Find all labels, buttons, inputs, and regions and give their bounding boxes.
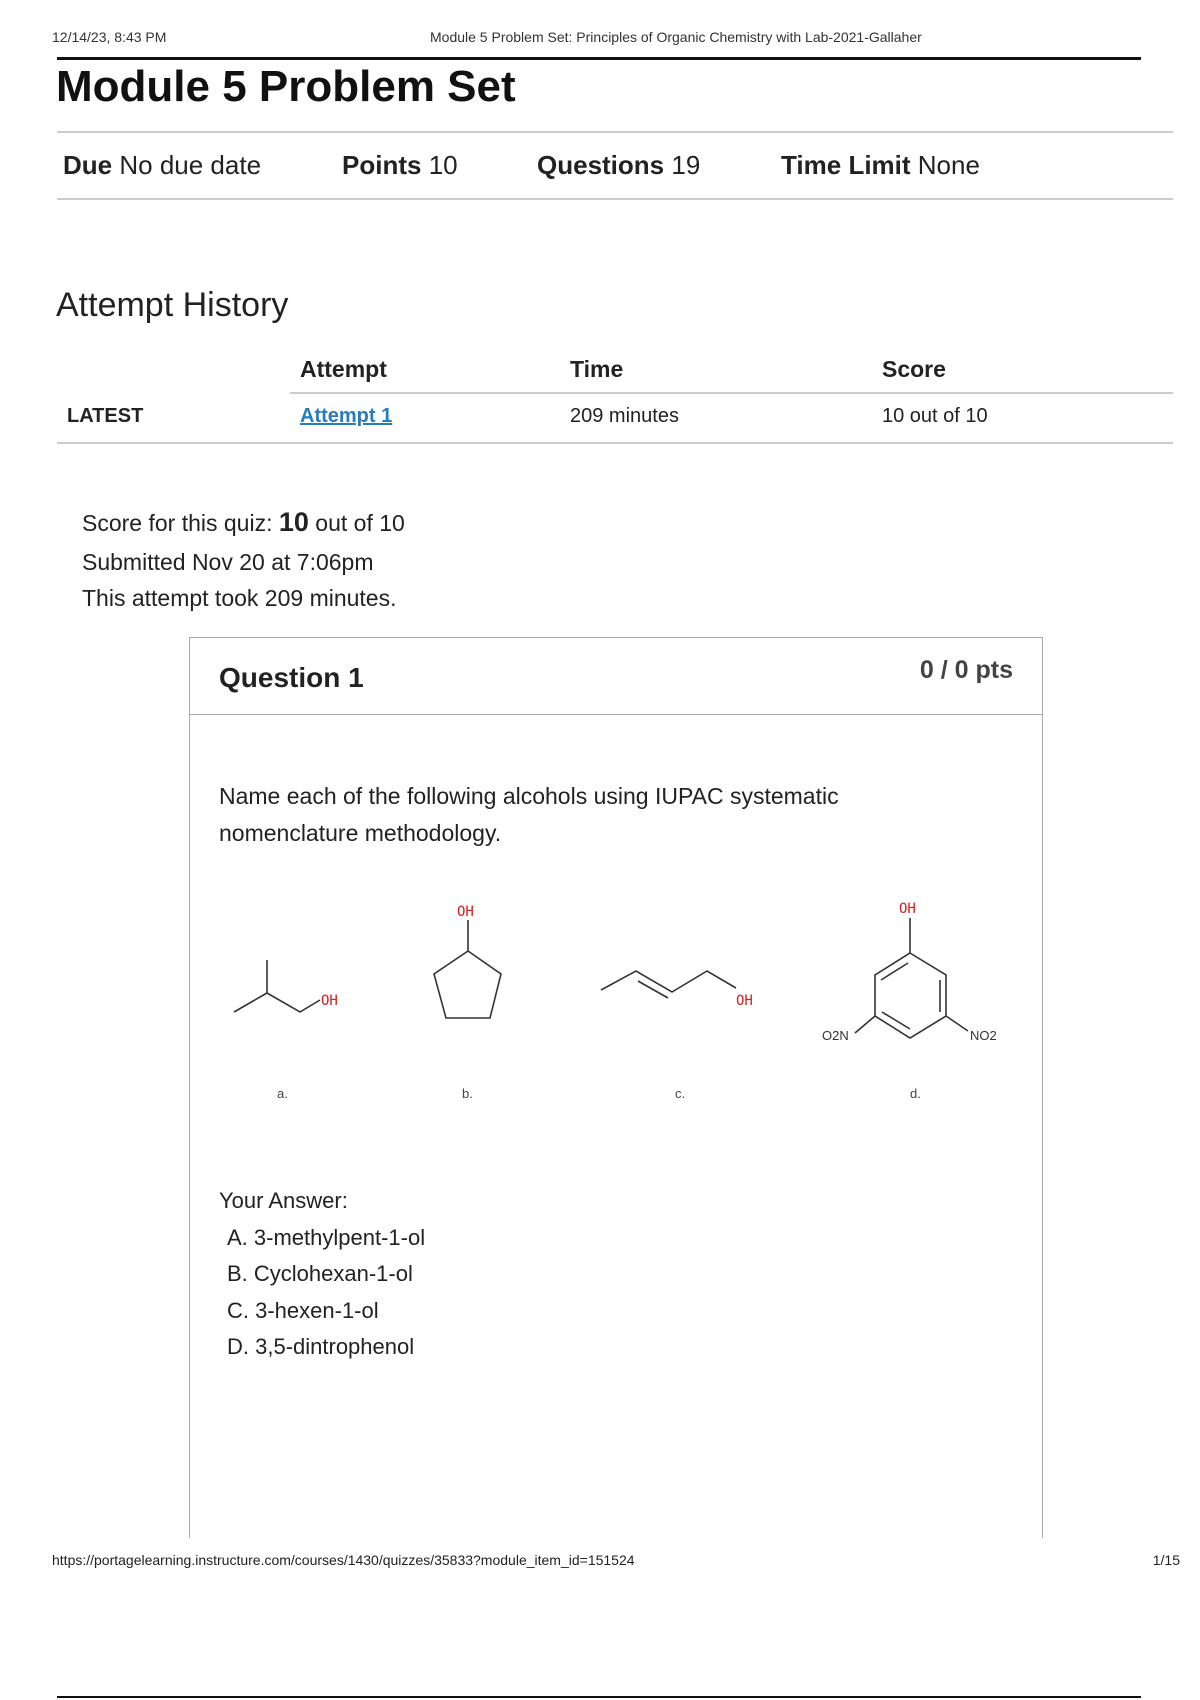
attempt-history-heading: Attempt History <box>56 286 289 324</box>
divider <box>57 131 1173 133</box>
your-answer-label: Your Answer: <box>219 1188 348 1213</box>
col-time: Time <box>570 356 624 382</box>
oh-label: OH <box>736 993 753 1009</box>
footer-url: https://portagelearning.instructure.com/courses/1430/quizzes/35833?module_item_id=151524 <box>52 1552 635 1568</box>
label-a: a. <box>277 1086 288 1101</box>
divider <box>290 392 1173 394</box>
attempt-duration: This attempt took 209 minutes. <box>82 585 397 611</box>
answer-a: A. 3-methylpent-1-ol <box>227 1225 426 1250</box>
col-attempt: Attempt <box>300 356 387 382</box>
print-date: 12/14/23, 8:43 PM <box>52 29 167 45</box>
no2-label: NO2 <box>970 1028 997 1043</box>
structure-c-bonds <box>601 971 736 992</box>
header-rule <box>57 57 1141 60</box>
label-b: b. <box>462 1086 473 1101</box>
latest-tag: LATEST <box>67 405 144 427</box>
answer-c: C. 3-hexen-1-ol <box>227 1298 379 1323</box>
attempt-score: 10 out of 10 <box>882 405 988 427</box>
print-title: Module 5 Problem Set: Principles of Organic Chemistry with Lab-2021-Gallaher <box>430 29 922 45</box>
time-limit-info: Time Limit None <box>781 150 980 180</box>
structure-a-bonds <box>234 960 267 1012</box>
question-title: Question 1 <box>219 662 364 693</box>
page-title: Module 5 Problem Set <box>56 62 516 111</box>
questions-info: Questions 19 <box>537 150 701 180</box>
attempt-time: 209 minutes <box>570 405 679 427</box>
oh-label: OH <box>457 904 474 920</box>
question-header <box>190 638 1042 715</box>
alcohol-structures <box>190 898 1042 1138</box>
label-d: d. <box>910 1086 921 1101</box>
points-info: Points 10 <box>342 150 458 180</box>
question-points: 0 / 0 pts <box>919 656 1013 684</box>
answer-b: B. Cyclohexan-1-ol <box>227 1261 413 1286</box>
due-info: Due No due date <box>63 150 262 180</box>
divider <box>57 198 1173 200</box>
question-card <box>189 637 1043 1558</box>
oh-label: OH <box>899 901 916 917</box>
o2n-label: O2N <box>822 1028 849 1043</box>
divider <box>57 442 1173 444</box>
page-break-rule <box>57 1696 1141 1698</box>
structure-b-bonds <box>434 920 501 1018</box>
label-c: c. <box>675 1086 686 1101</box>
attempt-1-link[interactable]: Attempt 1 <box>300 405 393 427</box>
submitted-time: Submitted Nov 20 at 7:06pm <box>82 549 374 575</box>
answer-d: D. 3,5-dintrophenol <box>227 1334 415 1359</box>
question-text: Name each of the following alcohols using IUPAC systematic nomenclature methodology. <box>219 783 839 846</box>
quiz-score: Score for this quiz: 10 out of 10 <box>82 507 405 537</box>
oh-label: OH <box>321 993 338 1009</box>
structure-d-bonds <box>875 953 946 1038</box>
page-number: 1/15 <box>1152 1552 1180 1568</box>
col-score: Score <box>882 356 946 382</box>
